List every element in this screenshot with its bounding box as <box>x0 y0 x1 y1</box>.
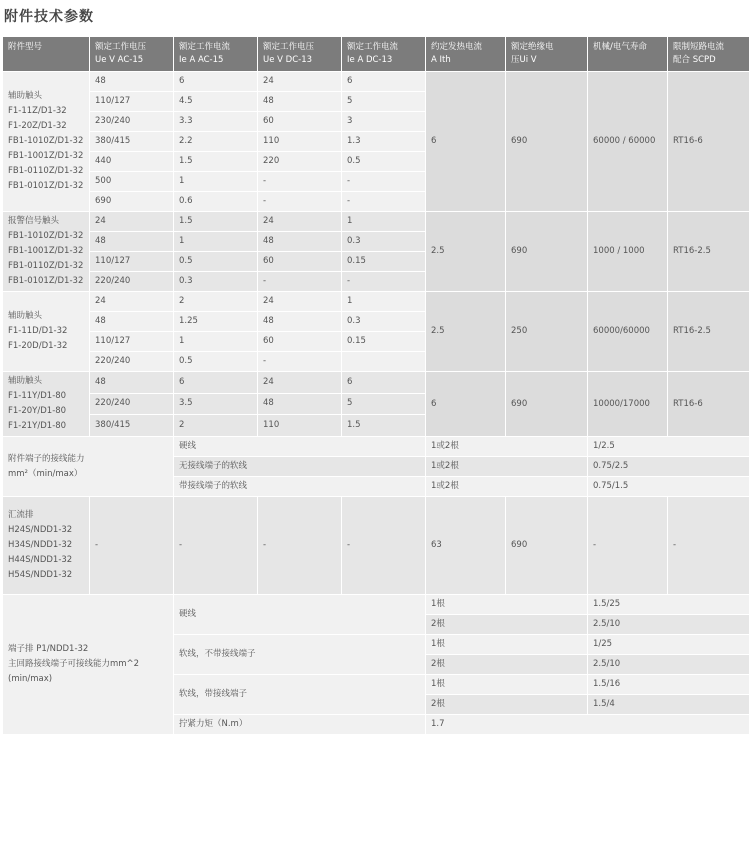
cell: 690 <box>506 497 588 595</box>
group4-ui: 690 <box>506 372 588 437</box>
cell: 2根 <box>426 615 588 635</box>
cell: 1.5 <box>174 152 258 172</box>
cell: 0.15 <box>342 252 426 272</box>
spec-table <box>2 36 750 735</box>
group2-ith: 2.5 <box>426 212 506 292</box>
cell: 380/415 <box>90 415 174 437</box>
cell: - <box>174 497 258 595</box>
torque-value: 1.7 <box>426 715 750 735</box>
cell: 0.3 <box>174 272 258 292</box>
cell: 硬线 <box>174 595 426 635</box>
cell: 1 <box>174 332 258 352</box>
cell: - <box>342 497 426 595</box>
cell: 带接线端子的软线 <box>174 477 426 497</box>
cell: 5 <box>342 393 426 415</box>
cell: 1 <box>174 172 258 192</box>
cell: 2.5/10 <box>588 615 750 635</box>
cell: 48 <box>258 92 342 112</box>
cell: 220/240 <box>90 393 174 415</box>
cell: 24 <box>90 292 174 312</box>
cell: 48 <box>90 72 174 92</box>
header-row <box>3 37 750 72</box>
table-row <box>3 497 750 595</box>
cell: 110 <box>258 415 342 437</box>
cell: 硬线 <box>174 437 426 457</box>
cell: 1 <box>342 292 426 312</box>
cell <box>342 352 426 372</box>
cell: 0.3 <box>342 312 426 332</box>
cell: 230/240 <box>90 112 174 132</box>
cell: 110/127 <box>90 252 174 272</box>
group1-ui: 690 <box>506 72 588 212</box>
table-row <box>3 372 750 394</box>
cell: - <box>258 352 342 372</box>
group3-life: 60000/60000 <box>588 292 668 372</box>
group4-life: 10000/17000 <box>588 372 668 437</box>
header-ie-dc13: 额定工作电流 Ie A DC-13 <box>342 37 426 72</box>
cell: 500 <box>90 172 174 192</box>
header-model: 附件型号 <box>3 37 90 72</box>
cell: 1/25 <box>588 635 750 655</box>
cell: 3 <box>342 112 426 132</box>
cell: 1根 <box>426 675 588 695</box>
cell: 48 <box>90 312 174 332</box>
table-row <box>3 595 750 615</box>
group3-label: 辅助触头 F1-11D/D1-32 F1-20D/D1-32 <box>3 292 90 372</box>
cell: 5 <box>342 92 426 112</box>
cell: 1 <box>174 232 258 252</box>
cell: 1或2根 <box>426 437 588 457</box>
group2-scpd: RT16-2.5 <box>668 212 750 292</box>
cell: - <box>258 192 342 212</box>
header-ue-dc13: 额定工作电压 Ue V DC-13 <box>258 37 342 72</box>
cell: 6 <box>174 72 258 92</box>
cell: 1或2根 <box>426 477 588 497</box>
cell: 2根 <box>426 695 588 715</box>
cell: 220/240 <box>90 272 174 292</box>
cell: 0.75/1.5 <box>588 477 750 497</box>
cell: 48 <box>258 312 342 332</box>
cell: - <box>90 497 174 595</box>
cell: 48 <box>258 232 342 252</box>
cell: 1.5/4 <box>588 695 750 715</box>
cell: 1.5/16 <box>588 675 750 695</box>
cell: 1.3 <box>342 132 426 152</box>
cell: - <box>258 497 342 595</box>
cell: 0.3 <box>342 232 426 252</box>
header-ith: 约定发热电流 A Ith <box>426 37 506 72</box>
cell: 6 <box>174 372 258 394</box>
header-ue-ac15: 额定工作电压 Ue V AC-15 <box>90 37 174 72</box>
cell: 2.5/10 <box>588 655 750 675</box>
cell: 24 <box>258 372 342 394</box>
cell: 48 <box>258 393 342 415</box>
header-ui: 额定绝缘电 压Ui V <box>506 37 588 72</box>
cell: - <box>342 172 426 192</box>
cell: 4.5 <box>174 92 258 112</box>
cell: - <box>258 272 342 292</box>
cell: 6 <box>342 372 426 394</box>
header-ie-ac15: 额定工作电流 Ie A AC-15 <box>174 37 258 72</box>
cell: 220 <box>258 152 342 172</box>
cell: 2.2 <box>174 132 258 152</box>
cell: 1根 <box>426 635 588 655</box>
group3-ith: 2.5 <box>426 292 506 372</box>
cell: 0.15 <box>342 332 426 352</box>
cell: 2 <box>174 415 258 437</box>
group2-ui: 690 <box>506 212 588 292</box>
cell: 60 <box>258 112 342 132</box>
table-row <box>3 212 750 232</box>
cell: 6 <box>342 72 426 92</box>
group4-ith: 6 <box>426 372 506 437</box>
cell: 2 <box>174 292 258 312</box>
cell: - <box>668 497 750 595</box>
cell: 软线，带接线端子 <box>174 675 426 715</box>
cell: 48 <box>90 232 174 252</box>
group1-label: 辅助触头 F1-11Z/D1-32 F1-20Z/D1-32 FB1-1010Z/D1-32 FB1-1001Z/D1-32 FB1-0110Z/D1-32 FB1-0101Z/D1-32 <box>3 72 90 212</box>
cell: 60 <box>258 252 342 272</box>
cell: - <box>342 192 426 212</box>
cell: 0.75/2.5 <box>588 457 750 477</box>
cell: 0.5 <box>174 252 258 272</box>
cell: 24 <box>258 292 342 312</box>
cell: 440 <box>90 152 174 172</box>
cell: 0.5 <box>342 152 426 172</box>
cell: - <box>588 497 668 595</box>
cell: 软线，不带接线端子 <box>174 635 426 675</box>
cell: 无接线端子的软线 <box>174 457 426 477</box>
cell: 110/127 <box>90 332 174 352</box>
cell: 48 <box>90 372 174 394</box>
table-row <box>3 437 750 457</box>
cell: 0.5 <box>174 352 258 372</box>
cell: 1 <box>342 212 426 232</box>
cell: 1.5 <box>342 415 426 437</box>
busbar-label: 汇流排 H24S/NDD1-32 H34S/NDD1-32 H44S/NDD1-32 H54S/NDD1-32 <box>3 497 90 595</box>
cell: 1.5/25 <box>588 595 750 615</box>
cell: 110 <box>258 132 342 152</box>
busterm-label: 端子排 P1/NDD1-32 主回路接线端子可接线能力mm^2 (min/max) <box>3 595 174 735</box>
header-scpd: 限制短路电流 配合 SCPD <box>668 37 750 72</box>
cell: 24 <box>90 212 174 232</box>
cell: 3.3 <box>174 112 258 132</box>
cell: 1.5 <box>174 212 258 232</box>
group2-label: 报警信号触头 FB1-1010Z/D1-32 FB1-1001Z/D1-32 FB1-0110Z/D1-32 FB1-0101Z/D1-32 <box>3 212 90 292</box>
cell: 3.5 <box>174 393 258 415</box>
cell: - <box>258 172 342 192</box>
page-title: 附件技术参数 <box>4 9 94 25</box>
cell: 1或2根 <box>426 457 588 477</box>
cell: 1.25 <box>174 312 258 332</box>
table-row <box>3 292 750 312</box>
cell: 2根 <box>426 655 588 675</box>
torque-label: 拧紧力矩（N.m） <box>174 715 426 735</box>
cell: 60 <box>258 332 342 352</box>
cell: 0.6 <box>174 192 258 212</box>
group1-ith: 6 <box>426 72 506 212</box>
group2-life: 1000 / 1000 <box>588 212 668 292</box>
cell: - <box>342 272 426 292</box>
cell: 690 <box>90 192 174 212</box>
cell: 380/415 <box>90 132 174 152</box>
header-life: 机械/电气寿命 <box>588 37 668 72</box>
terminal-label: 附件端子的接线能力 mm²（min/max） <box>3 437 174 497</box>
cell: 1根 <box>426 595 588 615</box>
cell: 110/127 <box>90 92 174 112</box>
group3-scpd: RT16-2.5 <box>668 292 750 372</box>
cell: 24 <box>258 212 342 232</box>
group4-scpd: RT16-6 <box>668 372 750 437</box>
cell: 220/240 <box>90 352 174 372</box>
group3-ui: 250 <box>506 292 588 372</box>
cell: 63 <box>426 497 506 595</box>
group4-label: 辅助触头 F1-11Y/D1-80 F1-20Y/D1-80 F1-21Y/D1-80 <box>3 372 90 437</box>
cell: 24 <box>258 72 342 92</box>
group1-life: 60000 / 60000 <box>588 72 668 212</box>
table-row <box>3 72 750 92</box>
group1-scpd: RT16-6 <box>668 72 750 212</box>
cell: 1/2.5 <box>588 437 750 457</box>
